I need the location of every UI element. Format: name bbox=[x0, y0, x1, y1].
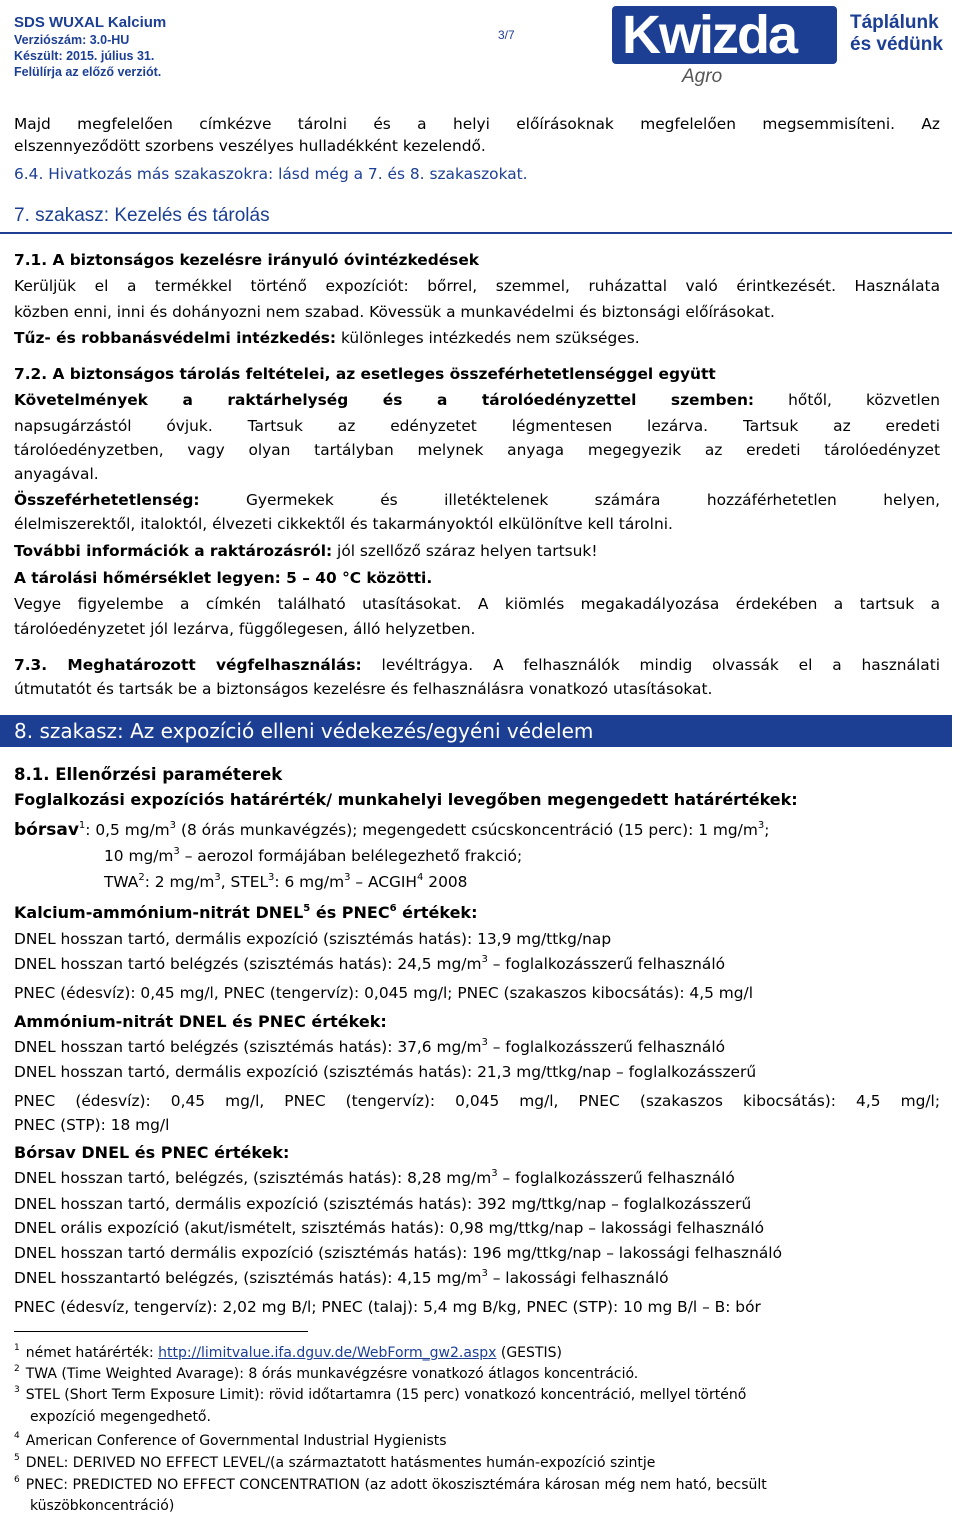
boric-line-1: bórsav$^1$: 0,5 $mg/m^3$ (8 órás munkavégzés); megengedett csúcskoncentráció (15 perc): 1 $mg/m^3$; bbox=[14, 820, 770, 840]
storage-info bbox=[14, 541, 598, 561]
replaces-note: Felülírja az előző verziót. bbox=[14, 65, 162, 79]
logo-sub: Agro bbox=[682, 66, 723, 87]
footnote-5: $^5$ DNEL: DERIVED NO EFFECT LEVEL/(a származtatott hatásmentes humán-expozíció szintje bbox=[14, 1453, 656, 1471]
twa-value: : 2 mg/m bbox=[144, 873, 215, 891]
ba-line-1-a: DNEL hosszan tartó, belégzés, (szisztémás hatás): 8,28 mg/m bbox=[14, 1169, 492, 1187]
an-line-3: PNEC (édesvíz): 0,45 mg/l, PNEC (tengervíz): 0,045 mg/l, PNEC (szakaszos kibocsátás): 4,5 mg/l; bbox=[14, 1092, 940, 1110]
stel-label: , STEL bbox=[220, 873, 269, 891]
footnote-2: $^2$ TWA (Time Weighted Avarage): 8 órás munkavégzésre vonatkozó átlagos koncentráció. bbox=[14, 1364, 639, 1382]
footnote-1-source: (GESTIS) bbox=[496, 1345, 562, 1361]
an-line-1-b: – foglalkozásszerű felhasználó bbox=[487, 1038, 726, 1056]
s6-reference-label: 6.4. Hivatkozás más szakaszokra: bbox=[14, 165, 274, 183]
footnote-4-text: American Conference of Governmental Industrial Hygienists bbox=[25, 1433, 447, 1449]
incompatibility-line-1 bbox=[14, 490, 940, 510]
heading-8-1: 8.1. Ellenőrzési paraméterek bbox=[14, 765, 283, 784]
section-8-title: 8. szakasz: Az expozíció elleni védekezés/egyéni védelem bbox=[14, 719, 594, 743]
end-use-text: levéltrágya. A felhasználók mindig olvassák el a használati bbox=[361, 656, 940, 674]
an-line-1-a: DNEL hosszan tartó belégzés (szisztémás hatás): 37,6 mg/m bbox=[14, 1038, 482, 1056]
ba-line-5: DNEL hosszantartó belégzés, (szisztémás hatás): 4,15 $mg/m^3$ – lakossági felhasználó bbox=[14, 1268, 669, 1287]
s6-reference-text: lásd még a 7. és 8. szakaszokat. bbox=[273, 165, 528, 183]
ba-line-2: DNEL hosszan tartó, dermális expozíció (szisztémás hatás): 392 mg/ttkg/nap – foglalkozásszerű bbox=[14, 1195, 752, 1213]
p71-line-2: közben enni, inni és dohányozni nem szabad. Kövessük a munkavédelmi és biztonsági előírásokat. bbox=[14, 303, 775, 321]
section-7-title: 7. szakasz: Kezelés és tárolás bbox=[14, 205, 270, 226]
product-name: SDS WUXAL Kalcium bbox=[14, 14, 167, 31]
can-title-b: és PNEC bbox=[310, 903, 390, 922]
can-line-1: DNEL hosszan tartó, dermális expozíció (szisztémás hatás): 13,9 mg/ttkg/nap bbox=[14, 930, 612, 948]
footnote-1: $^1$ német határérték: http://limitvalue.ifa.dguv.de/WebForm_gw2.aspx (GESTIS) bbox=[14, 1343, 562, 1361]
heading-7-2: 7.2. A biztonságos tárolás feltételei, az esetleges összeférhetetlenséggel együtt bbox=[14, 365, 716, 383]
slogan-line-2: és védünk bbox=[850, 34, 943, 55]
footnote-3: $^3$ STEL (Short Term Exposure Limit): rövid időtartamra (15 perc) vonatkozó koncentráció, mellyel történő bbox=[14, 1385, 747, 1403]
end-use-label: 7.3. Meghatározott végfelhasználás: bbox=[14, 656, 362, 674]
boric-aerosol-value: 10 mg/m bbox=[104, 847, 174, 865]
an-line-1: DNEL hosszan tartó belégzés (szisztémás hatás): 37,6 $mg/m^3$ – foglalkozásszerű felhasználó bbox=[14, 1037, 726, 1056]
heading-7-1: 7.1. A biztonságos kezelésre irányuló óvintézkedések bbox=[14, 251, 479, 269]
p72-line-2: napsugárzástól óvjuk. Tartsuk az edényzetet légmentesen lezárva. Tartsuk az eredeti bbox=[14, 417, 940, 435]
boric-line-2: 10 $mg/m^3$ – aerozol formájában belélegezhető frakció; bbox=[104, 846, 523, 865]
can-line-2-b: – foglalkozásszerű felhasználó bbox=[487, 955, 726, 973]
end-use-line-1 bbox=[14, 655, 940, 675]
can-title-a: Kalcium-ammónium-nitrát DNEL bbox=[14, 903, 304, 922]
fire-label: Tűz- és robbanásvédelmi intézkedés: bbox=[14, 329, 337, 347]
requirements-text: hőtől, közvetlen bbox=[754, 391, 941, 409]
footnote-5-text: DNEL: DERIVED NO EFFECT LEVEL/(a származtatott hatásmentes humán-expozíció szintje bbox=[25, 1455, 656, 1471]
s6-reference bbox=[14, 164, 528, 184]
s6-line-1: Majd megfelelően címkézve tárolni és a helyi előírásoknak megfelelően megsemmisíteni. Az bbox=[14, 115, 940, 133]
incompatibility-text: Gyermekek és illetéktelenek számára hozzáférhetetlen helyen, bbox=[199, 491, 940, 509]
ba-line-5-b: – lakossági felhasználó bbox=[487, 1269, 669, 1287]
section-7-rule bbox=[0, 232, 952, 234]
twa-label: TWA bbox=[104, 873, 139, 891]
storage-info-text: jól szellőző száraz helyen tartsuk! bbox=[332, 542, 598, 560]
temperature-text: legyen: 5 – 40 °C közötti. bbox=[211, 569, 433, 587]
p72-line-3: tárolóedényzetben, vagy olyan tartályban melynek anyaga megegyezik az eredeti tárolóedényzet bbox=[14, 441, 940, 459]
footnote-3-text: STEL (Short Term Exposure Limit): rövid időtartamra (15 perc) vonatkozó koncentráció, mellyel történő bbox=[25, 1387, 747, 1403]
can-line-2-a: DNEL hosszan tartó belégzés (szisztémás hatás): 24,5 mg/m bbox=[14, 955, 482, 973]
storage-info-label: További információk a raktározásról: bbox=[14, 542, 333, 560]
p71-line-1: Kerüljük el a termékkel történő expozíciót: bőrrel, szemmel, ruházattal való érintkezését. Használata bbox=[14, 277, 940, 295]
fire-protection bbox=[14, 328, 640, 348]
fire-text: különleges intézkedés nem szükséges. bbox=[336, 329, 640, 347]
footnote-3-cont: expozíció megengedhető. bbox=[30, 1409, 211, 1425]
ba-line-6: PNEC (édesvíz, tengervíz): 2,02 mg B/l; PNEC (talaj): 5,4 mg B/kg, PNEC (STP): 10 mg B/l – B: bór bbox=[14, 1298, 761, 1316]
ba-line-1: DNEL hosszan tartó, belégzés, (szisztémás hatás): 8,28 $mg/m^3$ – foglalkozásszerű felhasználó bbox=[14, 1168, 735, 1187]
label-line-1: Vegye figyelembe a címkén található utasításokat. A kiömlés megakadályozása érdekében a tartsuk a bbox=[14, 595, 940, 613]
an-line-4: PNEC (STP): 18 mg/l bbox=[14, 1116, 170, 1134]
stel-value: : 6 mg/m bbox=[274, 873, 345, 891]
footnote-6-cont: küszöbkoncentráció) bbox=[30, 1498, 175, 1514]
acgih-year: 2008 bbox=[423, 873, 468, 891]
footnote-4: $^4$ American Conference of Governmental Industrial Hygienists bbox=[14, 1431, 447, 1449]
issue-date: Készült: 2015. július 31. bbox=[14, 49, 155, 63]
boric-line-1-end: ; bbox=[764, 821, 770, 839]
boric-peak-text: (8 órás munkavégzés); megengedett csúcskoncentráció (15 perc): 1 mg/m bbox=[176, 821, 758, 839]
slogan-line-1: Táplálunk bbox=[850, 12, 939, 33]
document-header bbox=[14, 14, 166, 80]
p72-line-4: anyagával. bbox=[14, 465, 99, 483]
boric-name: bórsav bbox=[14, 820, 79, 840]
version: Verziószám: 3.0-HU bbox=[14, 33, 130, 47]
an-title: Ammónium-nitrát DNEL és PNEC értékek: bbox=[14, 1012, 387, 1031]
acgih-label: – ACGIH bbox=[350, 873, 418, 891]
ba-line-4: DNEL hosszan tartó dermális expozíció (szisztémás hatás): 196 mg/ttkg/nap – lakossági felhasználó bbox=[14, 1244, 782, 1262]
boric-twa-value: : 0,5 mg/m bbox=[85, 821, 170, 839]
footnote-2-text: TWA (Time Weighted Avarage): 8 órás munkavégzésre vonatkozó átlagos koncentráció. bbox=[25, 1366, 639, 1382]
logo-slogan bbox=[850, 12, 943, 56]
ba-title: Bórsav DNEL és PNEC értékek: bbox=[14, 1143, 290, 1162]
page-number: 3/7 bbox=[498, 28, 515, 42]
footnote-6-text: PNEC: PREDICTED NO EFFECT CONCENTRATION (az adott ökoszisztémára károsan még nem ható, becsült bbox=[25, 1477, 767, 1493]
end-use-line-2: útmutatót és tartsák be a biztonságos kezelésre és felhasználásra vonatkozó utasításokat. bbox=[14, 680, 713, 698]
can-title: Kalcium-ammónium-nitrát DNEL$^5$ és PNEC$^6$ értékek: bbox=[14, 903, 478, 922]
can-line-2: DNEL hosszan tartó belégzés (szisztémás hatás): 24,5 $mg/m^3$ – foglalkozásszerű felhasználó bbox=[14, 954, 726, 973]
logo-badge bbox=[612, 6, 837, 64]
footnote-rule bbox=[14, 1331, 308, 1332]
incompatibility-line-2: élelmiszerektől, italoktól, élvezeti cikkektől és takarmányoktól elkülönítve kell tárolni. bbox=[14, 515, 673, 533]
logo-word: Kwizda bbox=[622, 5, 797, 65]
kwizda-logo bbox=[612, 6, 958, 90]
temperature-label: A tárolási hőmérséklet bbox=[14, 569, 212, 587]
can-title-c: értékek: bbox=[396, 903, 478, 922]
label-line-2: tárolóedényzetet jól lezárva, függőlegesen, álló helyzetben. bbox=[14, 620, 476, 638]
requirements-label: Követelmények a raktárhelység és a tárolóedényzettel szemben: bbox=[14, 391, 755, 409]
requirements-line-1 bbox=[14, 390, 940, 410]
footnote-6: $^6$ PNEC: PREDICTED NO EFFECT CONCENTRATION (az adott ökoszisztémára károsan még nem ható, becsült bbox=[14, 1475, 767, 1493]
section-8-banner bbox=[0, 715, 952, 747]
ba-line-1-b: – foglalkozásszerű felhasználó bbox=[497, 1169, 735, 1187]
ba-line-3: DNEL orális expozíció (akut/ismételt, szisztémás hatás): 0,98 mg/ttkg/nap – lakossági felhasználó bbox=[14, 1219, 765, 1237]
ba-line-5-a: DNEL hosszantartó belégzés, (szisztémás hatás): 4,15 mg/m bbox=[14, 1269, 482, 1287]
can-line-3: PNEC (édesvíz): 0,45 mg/l, PNEC (tengervíz): 0,045 mg/l; PNEC (szakaszos kibocsátás): 4,5 mg/l bbox=[14, 984, 754, 1002]
footnote-1-link[interactable]: http://limitvalue.ifa.dguv.de/WebForm_gw2.aspx bbox=[158, 1345, 497, 1361]
boric-line-3: TWA$^2$: 2 $mg/m^3$, STEL$^3$: 6 $mg/m^3$ – ACGIH$^4$ 2008 bbox=[104, 872, 468, 891]
incompatibility-label: Összeférhetetlenség: bbox=[14, 491, 200, 509]
storage-temperature bbox=[14, 568, 432, 588]
footnote-1-text: német határérték: bbox=[25, 1345, 159, 1361]
limits-heading: Foglalkozási expozíciós határérték/ munkahelyi levegőben megengedett határértékek: bbox=[14, 790, 798, 809]
s6-line-2: elszennyeződött szorbens veszélyes hulladékként kezelendő. bbox=[14, 137, 486, 155]
boric-aerosol-text: – aerozol formájában belélegezhető frakció; bbox=[179, 847, 523, 865]
an-line-2: DNEL hosszan tartó, dermális expozíció (szisztémás hatás): 21,3 mg/ttkg/nap – foglalkozásszerű bbox=[14, 1063, 757, 1081]
